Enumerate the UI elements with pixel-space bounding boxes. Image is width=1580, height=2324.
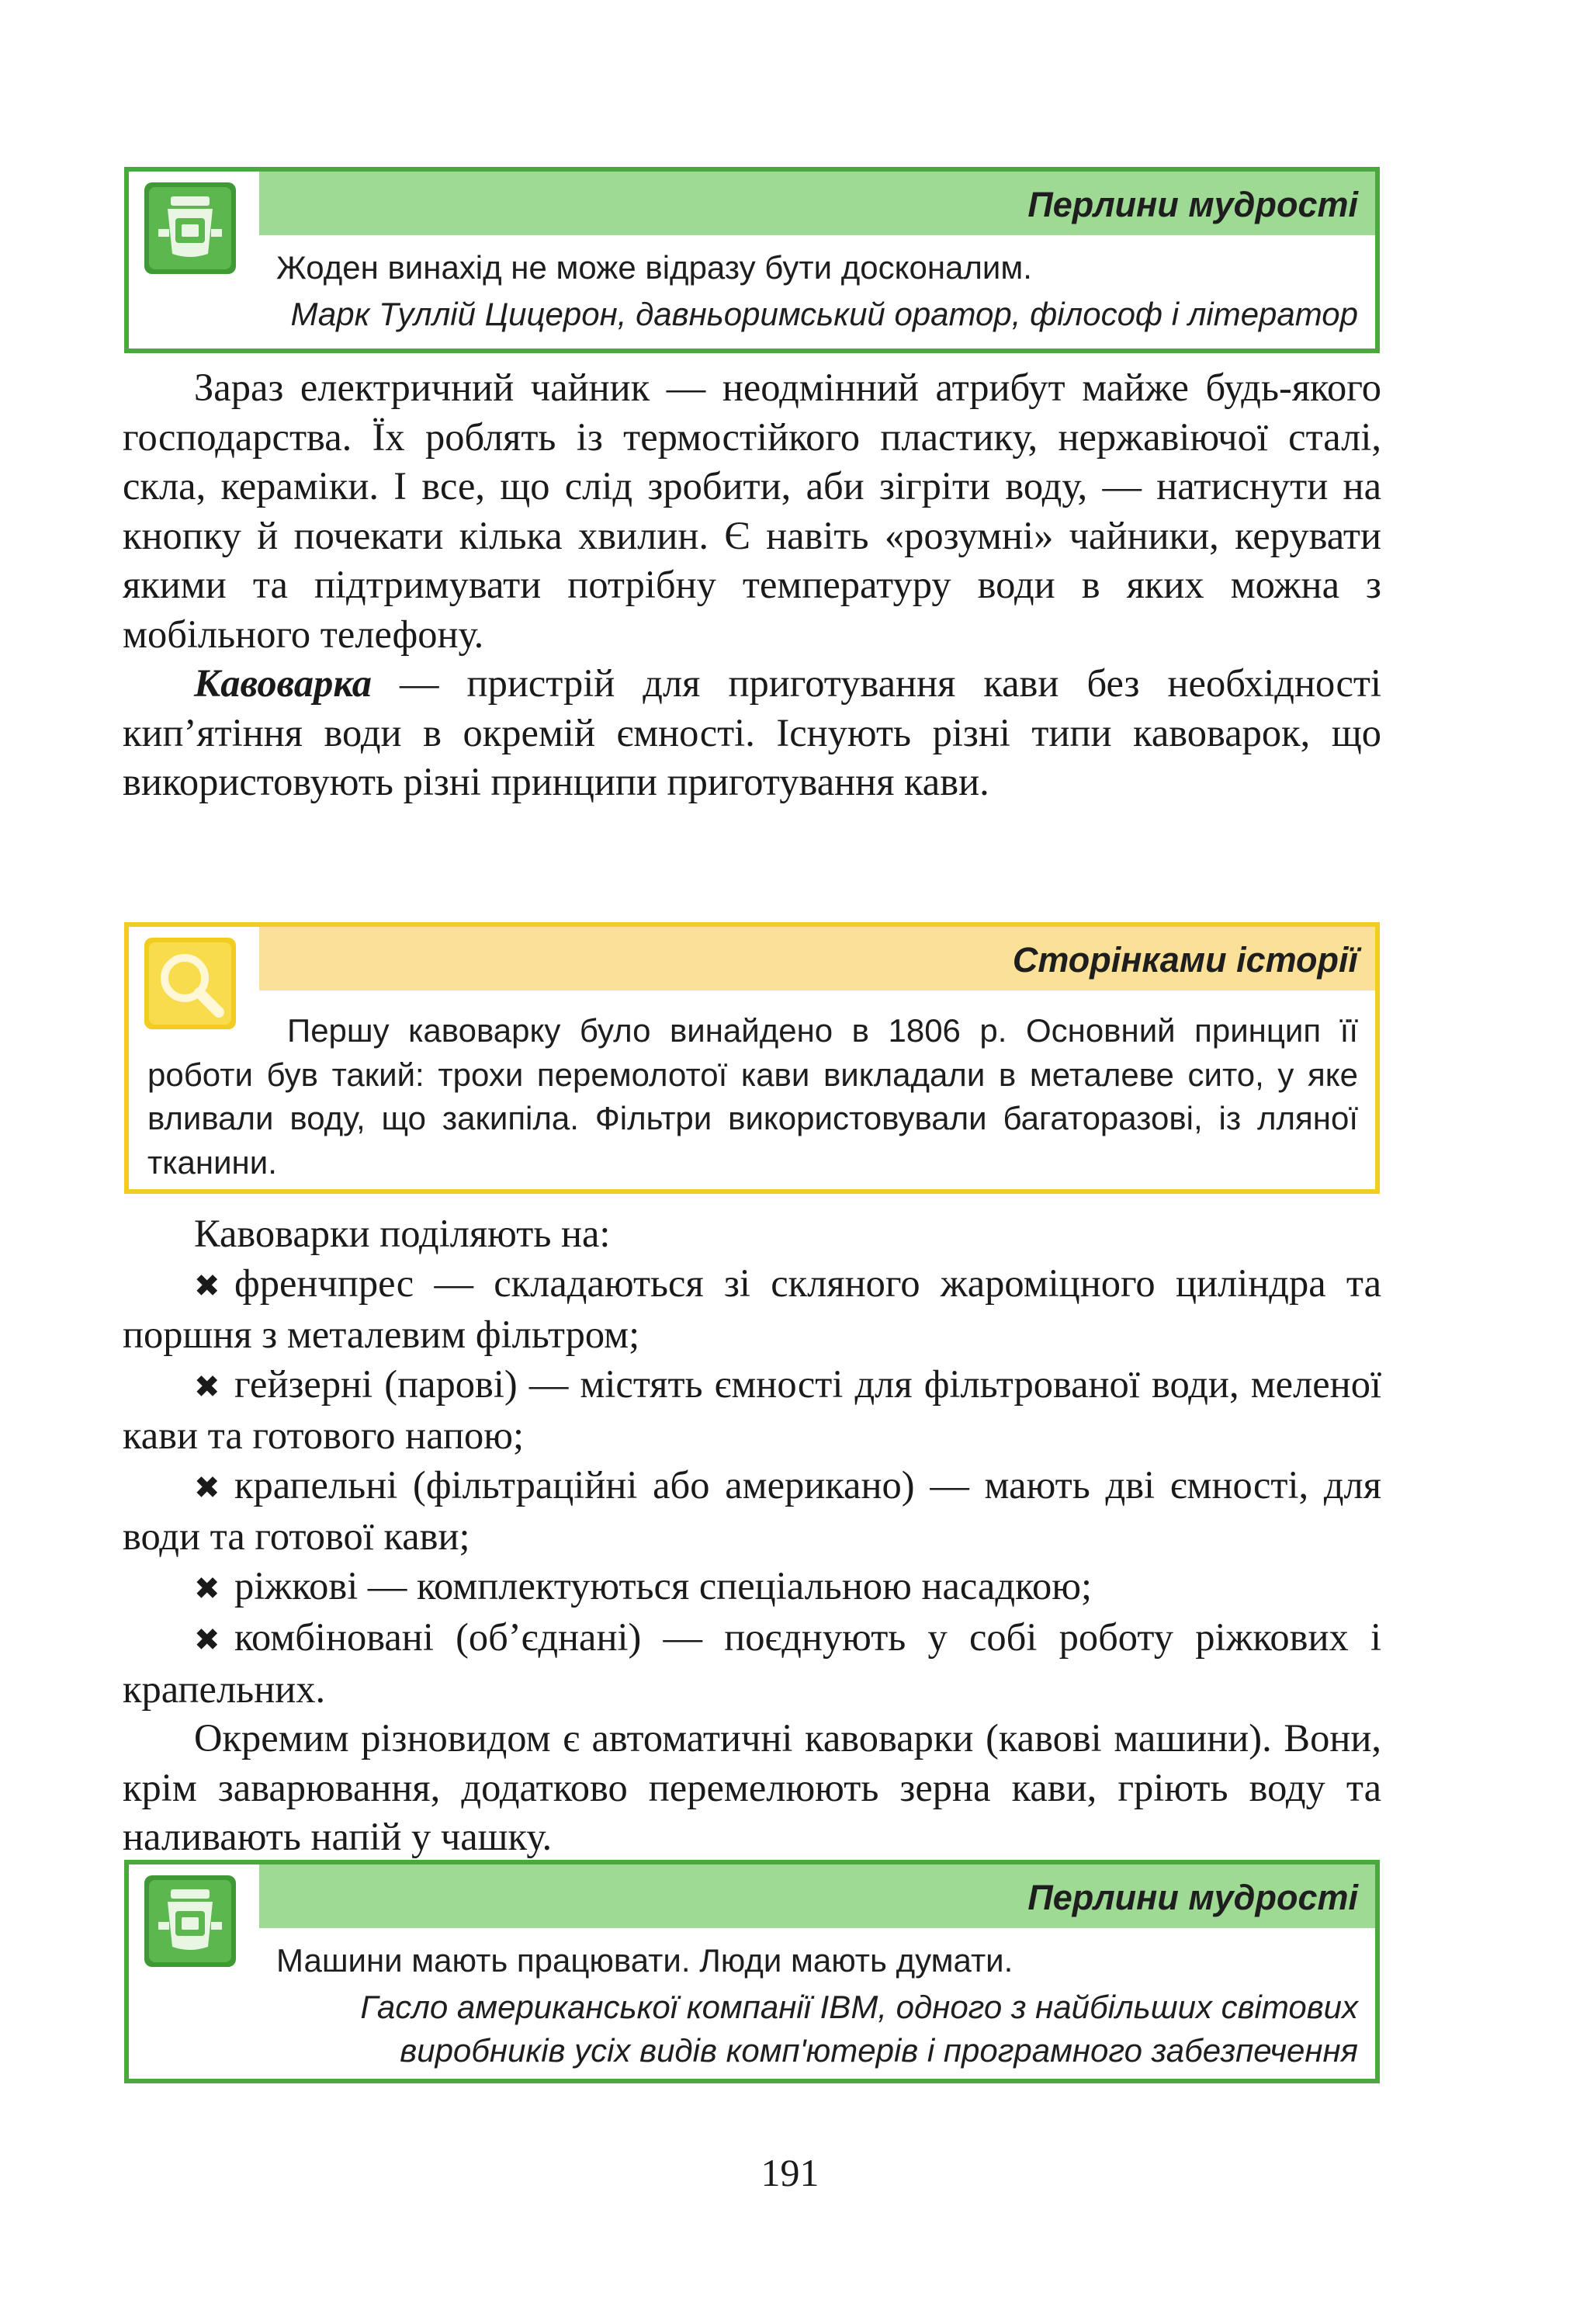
paragraph-automatic: Окремим різновидом є автоматичні кавоварки (кавові машини). Вони, крім заварювання, додатково перемелюють зерна кави, гріють воду та наливають напій у чашку. [123,1716,1381,1858]
list-item: ✖ ріжкові — комплектуються спеціальною насадкою; [123,1562,1381,1614]
quote-author-line-1: Гасло американської компанії IBM, одного з найбільших світових [360,1989,1358,2025]
list-item: ✖ комбіновані (об’єднані) — поєднують у собі роботу ріжкових і крапельних. [123,1615,1381,1711]
box-title: Перлини мудрості [259,172,1375,235]
list-intro: Кавоварки поділяють на: [194,1212,611,1255]
wisdom-box-1 [124,167,1380,353]
paragraph-kettle: Зараз електричний чайник — неодмінний атрибут майже будь-якого господарства. Їх роблять із термостійкого пластику, нержавіючої сталі, скла, кераміки. І все, що слід зробити, аби зігріти воду, — натиснути на кнопку й почекати кілька хвилин. Є навіть «розумні» чайники, керувати якими та підтримувати потрібну температуру води в яких можна з мобільного телефону. [123,366,1381,656]
box-title: Перлини мудрості [259,1864,1375,1928]
wisdom-box-2 [124,1860,1380,2083]
list-item: ✖ френчпрес — складаються зі скляного жароміцного циліндра та поршня з металевим фільтром; [123,1261,1381,1356]
list-item: ✖ крапельні (фільтраційні або американо) — мають дві ємності, для води та готової кави; [123,1462,1381,1558]
term-coffee-maker: Кавоварка [194,661,372,705]
body-text-bottom [123,1209,1381,1862]
history-text: Першу кавоварку було винайдено в 1806 р. Основний принцип її роботи був такий: трохи перемолотої кави викладали в металеве сито, у яке вливали воду, що закипіла. Фільтри використовували багаторазові, із лляної тканини. [147,1012,1358,1181]
bullet-icon: ✖ [194,1622,220,1657]
jar-icon [144,1875,236,1967]
history-box [124,922,1380,1194]
jar-icon [144,182,236,274]
coffee-maker-definition: — пристрій для приготування кави без необхідності кип’ятіння води в окремій ємності. Існують різні типи кавоварок, що використовують різні принципи приготування кави. [123,661,1381,803]
quote-author: Марк Туллій Цицерон, давньоримський оратор, філософ і літератор [290,296,1358,332]
page-number: 191 [761,2151,819,2194]
bullet-icon: ✖ [194,1469,220,1505]
bullet-icon: ✖ [194,1368,220,1404]
quote-text: Машини мають працювати. Люди мають думати. [276,1942,1013,1979]
list-item: ✖ гейзерні (парові) — містять ємності для фільтрованої води, меленої кави та готового напою; [123,1361,1381,1457]
bullet-icon: ✖ [194,1570,220,1606]
paragraph-coffee-maker [123,659,1381,807]
bullet-icon: ✖ [194,1268,220,1303]
body-text-top [123,363,1381,807]
quote-author-line-2: виробників усіх видів комп'ютерів і програмного забезпечення [400,2032,1358,2069]
box-title: Сторінками історії [259,927,1375,990]
quote-text: Жоден винахід не може відразу бути досконалим. [276,249,1032,286]
